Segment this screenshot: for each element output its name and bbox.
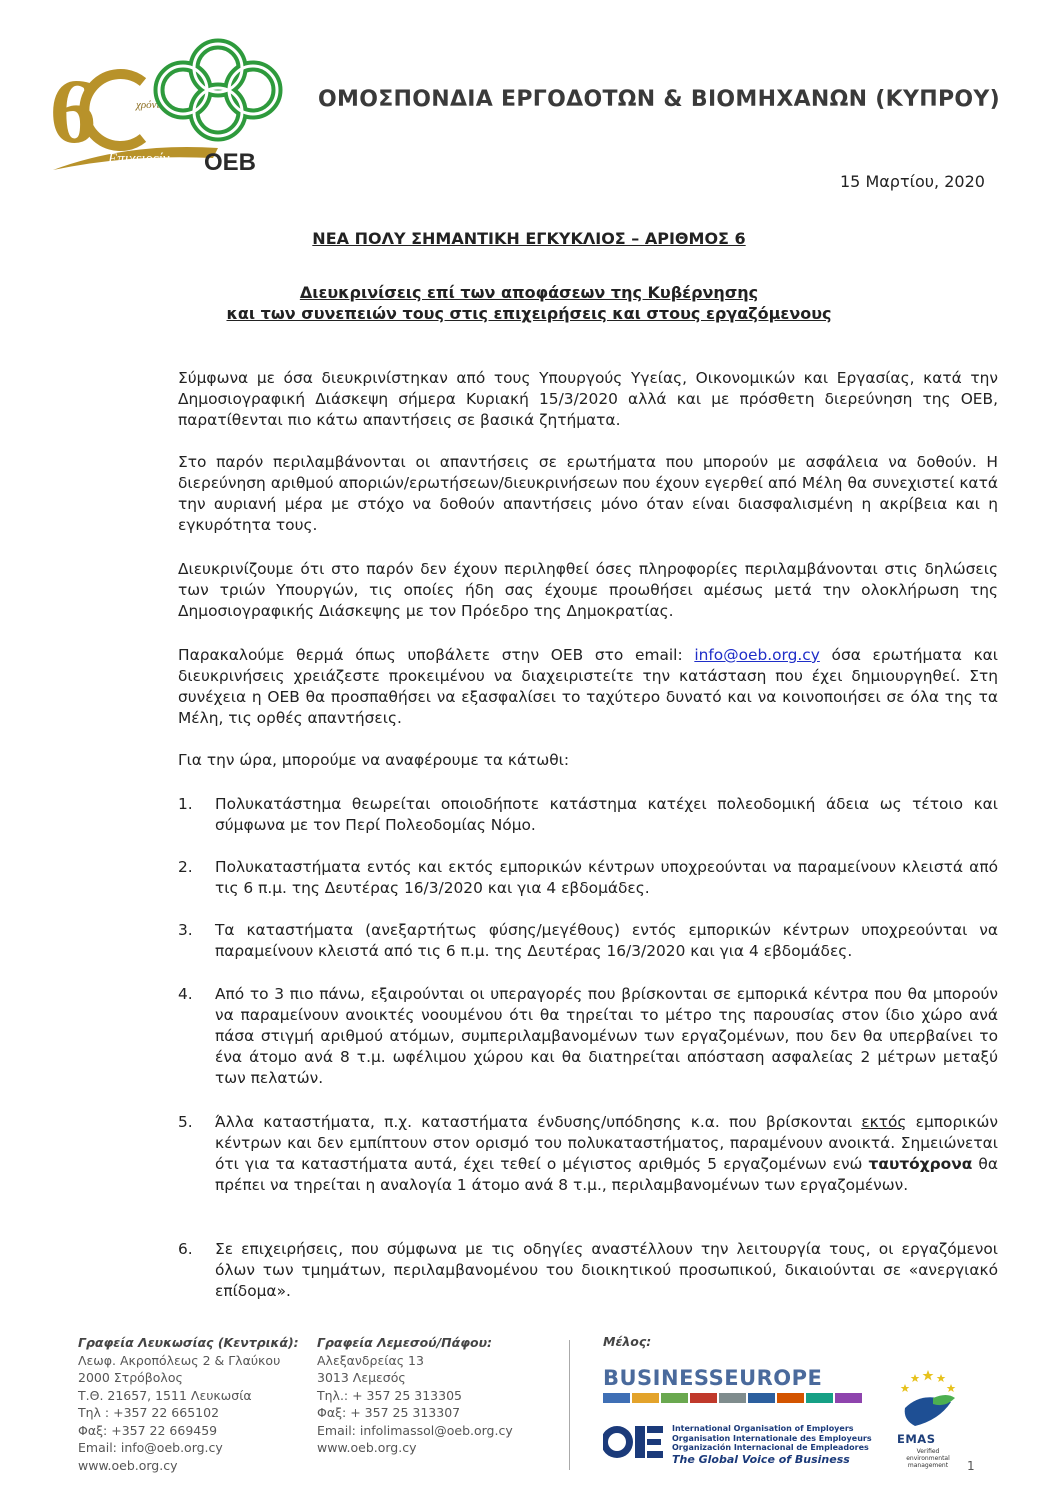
limassol-line: 3013 Λεμεσός — [317, 1370, 406, 1385]
paragraph-3: Διευκρινίζουμε ότι στο παρόν δεν έχουν περιληφθεί όσες πληροφορίες περιλαμβάνονται στις δηλώσεις των τριών Υπουργών, τις οποίες ήδη σας έχουμε προωθήσει αμέσως μετά την ολοκλήρωση της Δημοσιογραφικής Διάσκεψης με τον Πρόεδρο της Δημοκρατίας. — [178, 560, 998, 620]
list-item-text: Από το 3 πιο πάνω, εξαιρούνται οι υπεραγορές που βρίσκονται σε εμπορικά κέντρα που θα μπορούν να παραμείνουν ανοικτές νοουμένου ότι θα τηρείται το μέτρο της παρουσίας στον ίδιο χώρο ανά πάσα στιγμή αριθμού ατόμων, συμπεριλαμβανομένων των εργαζομένων, που δεν θα υπερβαίνει το ένα άτομο ανά 8 τ.μ. ωφέλιμου χώρου και θα διατηρείται απόσταση ασφαλείας 2 μέτρων μεταξύ των πελατών. — [215, 985, 998, 1087]
paragraph-5: Για την ώρα, μπορούμε να αναφέρουμε τα κάτωθι: — [178, 751, 570, 769]
businesseurope-color-bar — [603, 1393, 864, 1403]
subtitle-line-2: και των συνεπειών τους στις επιχειρήσεις και στους εργαζόμενους — [226, 304, 832, 323]
limassol-website[interactable]: www.oeb.org.cy — [317, 1440, 417, 1455]
list-item-text: Πολυκατάστημα θεωρείται οποιοδήποτε κατάστημα κατέχει πολεοδομική άδεια ως τέτοιο και σύμφωνα με τον Περί Πολεοδομίας Νόμο. — [215, 795, 998, 834]
color-bar-segment — [719, 1393, 746, 1403]
ioe-name-es: Organización Internacional de Empleadores — [672, 1443, 869, 1452]
color-bar-segment — [777, 1393, 804, 1403]
nicosia-line: Τ.Θ. 21657, 1511 Λευκωσία — [78, 1387, 252, 1403]
nicosia-heading: Γραφεία Λευκωσίας (Κεντρικά): — [78, 1335, 299, 1350]
footer-nicosia-office — [78, 1334, 299, 1474]
nicosia-line: 2000 Στρόβολος — [78, 1370, 183, 1385]
color-bar-segment — [835, 1393, 862, 1403]
ioe-logo-icon — [603, 1422, 665, 1466]
limassol-line: Αλεξανδρείας 13 — [317, 1352, 424, 1368]
circular-title: ΝΕΑ ΠΟΛΥ ΣΗΜΑΝΤΙΚΗ ΕΓΚΥΚΛΙΟΣ – ΑΡΙΘΜΟΣ 6 — [312, 229, 746, 248]
ioe-name-fr: Organisation Internationale des Employeurs — [672, 1433, 872, 1443]
svg-text:OEB: OEB — [204, 149, 257, 176]
email-link[interactable]: info@oeb.org.cy — [694, 646, 820, 664]
nicosia-line: Φαξ: +357 22 669459 — [78, 1422, 218, 1438]
list-item-number: 3. — [178, 921, 193, 939]
ioe-slogan: The Global Voice of Business — [672, 1453, 850, 1466]
paragraph-4 — [178, 645, 998, 729]
item-5-bold: ταυτόχρονα — [868, 1155, 973, 1173]
oeb-60-years-logo — [48, 30, 298, 180]
list-item-text — [215, 1112, 998, 1196]
limassol-heading: Γραφεία Λεμεσού/Πάφου: — [317, 1335, 493, 1350]
paragraph-4-start: Παρακαλούμε θερμά όπως υποβάλετε στην ΟΕΒ στο email: — [178, 646, 695, 664]
nicosia-email[interactable]: Email: info@oeb.org.cy — [78, 1440, 223, 1455]
footer-limassol-office — [317, 1334, 513, 1457]
document-date: 15 Μαρτίου, 2020 — [840, 172, 985, 191]
svg-text:6: 6 — [50, 60, 96, 162]
nicosia-website[interactable]: www.oeb.org.cy — [78, 1457, 178, 1473]
organization-title: ΟΜΟΣΠΟΝΔΙΑ ΕΡΓΟΔΟΤΩΝ & ΒΙΟΜΗΧΑΝΩΝ (ΚΥΠΡΟΥ) — [318, 87, 1000, 112]
member-label: Μέλος: — [603, 1334, 652, 1349]
list-item-number: 4. — [178, 985, 193, 1003]
color-bar-segment — [661, 1393, 688, 1403]
limassol-line: Τηλ.: + 357 25 313305 — [317, 1387, 462, 1403]
item-5-part-b: εμπορικών κέντρων και δεν εμπίπτουν στον ορισμό του πολυκαταστήματος, παραμένουν ανοικτά. Σημειώνεται ότι για τα καταστήματα αυτά, έχει τεθεί ο μέγιστος αριθμός 5 εργαζομένων ενώ — [215, 1113, 998, 1173]
ioe-name-en: International Organisation of Employers — [672, 1424, 854, 1433]
page-number: 1 — [967, 1459, 975, 1473]
emas-subtitle: Verified environmental management — [906, 1448, 950, 1469]
svg-text:Επιχειρείν: Επιχειρείν — [108, 151, 170, 167]
emas-label: EMAS — [897, 1432, 936, 1446]
paragraph-2: Στο παρόν περιλαμβάνονται οι απαντήσεις σε ερωτήματα που μπορούν με ασφάλεια να δοθούν. Η διερεύνηση αριθμού αποριών/ερωτήσεων/διευκρινήσεων που έχουν εγερθεί από Μέλη θα συνεχιστεί κατά την αυριανή μέρα με στόχο να δοθούν απαντήσεις μόνο όταν είναι διασφαλισμένη η ακρίβεια και η εγκυρότητα τους. — [178, 453, 998, 534]
color-bar-segment — [603, 1393, 630, 1403]
color-bar-segment — [806, 1393, 833, 1403]
businesseurope-logo: BUSINESSEUROPE — [603, 1366, 823, 1390]
color-bar-segment — [748, 1393, 775, 1403]
footer-divider — [569, 1340, 570, 1470]
list-item-number: 5. — [178, 1113, 193, 1131]
nicosia-line: Τηλ : +357 22 665102 — [78, 1405, 220, 1420]
subtitle-line-1: Διευκρινίσεις επί των αποφάσεων της Κυβέρνησης — [299, 283, 759, 302]
paragraph-4-end: όσα ερωτήματα και διευκρινήσεις χρειάζεστε προκειμένου να διαχειριστείτε την κατάσταση που έχει δημιουργηθεί. Στη συνέχεια η ΟΕΒ θα προσπαθήσει να εξασφαλίσει το ταχύτερο δυνατό και να κοινοποιήσει σε όλα της τα Μέλη, τις ορθές απαντήσεις. — [178, 646, 998, 727]
list-item-text: Τα καταστήματα (ανεξαρτήτως φύσης/μεγέθους) εντός εμπορικών κέντρων υποχρεούνται να παραμείνουν κλειστά από τις 6 π.μ. της Δευτέρας 16/3/2020 και για 4 εβδομάδες. — [215, 921, 998, 960]
list-item-number: 6. — [178, 1240, 193, 1258]
limassol-email[interactable]: Email: infolimassol@oeb.org.cy — [317, 1422, 513, 1438]
item-5-part-c: θα πρέπει να τηρείται η αναλογία 1 άτομο ανά 8 τ.μ., περιλαμβανομένων των εργαζομένων. — [215, 1155, 998, 1194]
color-bar-segment — [632, 1393, 659, 1403]
ioe-names — [672, 1424, 872, 1453]
emas-logo-icon — [893, 1368, 963, 1436]
list-item-number: 1. — [178, 795, 193, 813]
nicosia-line: Λεωφ. Ακροπόλεως 2 & Γλαύκου — [78, 1352, 281, 1368]
paragraph-1: Σύμφωνα με όσα διευκρινίστηκαν από τους Υπουργούς Υγείας, Οικονομικών και Εργασίας, κατά την Δημοσιογραφική Διάσκεψη σήμερα Κυριακή 15/3/2020 αλλά και με πρόσθετη διερεύνηση της ΟΕΒ, παρατίθενται πιο κάτω απαντήσεις σε βασικά ζητήματα. — [178, 369, 998, 429]
item-5-underlined: εκτός — [861, 1113, 907, 1131]
color-bar-segment — [690, 1393, 717, 1403]
list-item-text: Πολυκαταστήματα εντός και εκτός εμπορικών κέντρων υποχρεούνται να παραμείνουν κλειστά από τις 6 π.μ. της Δευτέρας 16/3/2020 και για 4 εβδομάδες. — [215, 858, 998, 897]
document-subtitle — [0, 282, 1058, 324]
list-item-text: Σε επιχειρήσεις, που σύμφωνα με τις οδηγίες αναστέλλουν την λειτουργία τους, οι εργαζόμενοι όλων των τμημάτων, περιλαμβανομένου του διοικητικού προσωπικού, δικαιούνται σε «ανεργιακό επίδομα». — [215, 1240, 998, 1300]
svg-text:χρόνια: χρόνια — [136, 99, 166, 111]
item-5-part-a: Άλλα καταστήματα, π.χ. καταστήματα ένδυσης/υπόδησης κ.α. που βρίσκονται — [215, 1113, 862, 1131]
limassol-line: Φαξ: + 357 25 313307 — [317, 1405, 461, 1420]
list-item-number: 2. — [178, 858, 193, 876]
